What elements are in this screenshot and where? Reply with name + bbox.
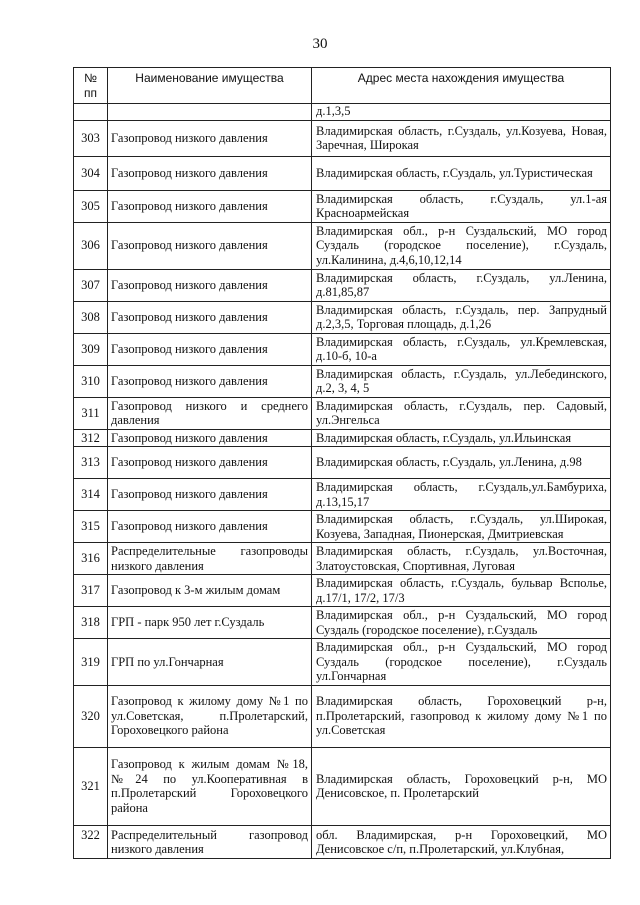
- cell-name: Газопровод низкого давления: [108, 301, 312, 333]
- cell-address: Владимирская область, г.Суздаль, пер. Запрудный д.2,3,5, Торговая площадь, д.1,26: [312, 301, 611, 333]
- cell-address: Владимирская область, г.Суздаль, ул.Козуева, Новая, Заречная, Широкая: [312, 120, 611, 156]
- table-row: [74, 639, 611, 686]
- table-row: [74, 543, 611, 575]
- cell-address: Владимирская область, г.Суздаль, ул.Лебединского, д.2, 3, 4, 5: [312, 365, 611, 397]
- table-header-row: [74, 68, 611, 104]
- cell-address: Владимирская область, г.Суздаль,ул.Бамбуриха, д.13,15,17: [312, 479, 611, 511]
- cell-address: Владимирская область, Гороховецкий р-н, п.Пролетарский, газопровод к жилому дому №1 по ул.Советская: [312, 685, 611, 747]
- table-row: [74, 747, 611, 825]
- cell-address: Владимирская область, Гороховецкий р-н, МО Денисовское, п. Пролетарский: [312, 747, 611, 825]
- cell-address: Владимирская область, г.Суздаль, ул.Ленина, д.81,85,87: [312, 269, 611, 301]
- header-num: № пп: [74, 68, 108, 104]
- cell-num: [74, 104, 108, 121]
- cell-num: 315: [74, 511, 108, 543]
- cell-address: Владимирская область, г.Суздаль, бульвар Всполье, д.17/1, 17/2, 17/3: [312, 575, 611, 607]
- cell-num: 303: [74, 120, 108, 156]
- cell-address: Владимирская область, г.Суздаль, ул.1-ая Красноармейская: [312, 190, 611, 222]
- table-row: [74, 607, 611, 639]
- cell-num: 305: [74, 190, 108, 222]
- table-row: [74, 447, 611, 479]
- cell-name: Газопровод низкого давления: [108, 333, 312, 365]
- table-row: [74, 301, 611, 333]
- table-row: [74, 269, 611, 301]
- cell-address: Владимирская обл., р-н Суздальский, МО город Суздаль (городское поселение), г.Суздаль, ул.Калинина, д.4,6,10,12,14: [312, 222, 611, 269]
- table-row-continuation: [74, 104, 611, 121]
- cell-num: 308: [74, 301, 108, 333]
- cell-num: 316: [74, 543, 108, 575]
- cell-address: Владимирская область, г.Суздаль, ул.Широкая, Козуева, Западная, Пионерская, Дмитриевская: [312, 511, 611, 543]
- cell-name: Газопровод низкого давления: [108, 156, 312, 190]
- cell-name: Газопровод к жилому дому №1 по ул.Советская, п.Пролетарский, Гороховецкого района: [108, 685, 312, 747]
- cell-num: 304: [74, 156, 108, 190]
- cell-name: [108, 104, 312, 121]
- cell-name: Газопровод низкого давления: [108, 447, 312, 479]
- cell-address: Владимирская область, г.Суздаль, ул.Ленина, д.98: [312, 447, 611, 479]
- cell-num: 318: [74, 607, 108, 639]
- cell-num: 320: [74, 685, 108, 747]
- cell-name: Газопровод низкого давления: [108, 222, 312, 269]
- cell-address: Владимирская обл., р-н Суздальский, МО город Суздаль (городское поселение), г.Суздаль: [312, 607, 611, 639]
- cell-address: Владимирская область, г.Суздаль, пер. Садовый, ул.Энгельса: [312, 397, 611, 429]
- table-row: [74, 397, 611, 429]
- page-number: 30: [312, 36, 328, 52]
- cell-name: ГРП - парк 950 лет г.Суздаль: [108, 607, 312, 639]
- cell-name: Газопровод низкого давления: [108, 479, 312, 511]
- table-row: [74, 120, 611, 156]
- cell-name: Распределительные газопроводы низкого давления: [108, 543, 312, 575]
- cell-name: Распределительный газопровод низкого давления: [108, 825, 312, 858]
- cell-name: Газопровод низкого давления: [108, 190, 312, 222]
- cell-num: 321: [74, 747, 108, 825]
- cell-num: 317: [74, 575, 108, 607]
- cell-name: Газопровод низкого давления: [108, 365, 312, 397]
- cell-num: 322: [74, 825, 108, 858]
- table-row: [74, 429, 611, 447]
- cell-num: 309: [74, 333, 108, 365]
- cell-address: Владимирская область, г.Суздаль, ул.Кремлевская, д.10-б, 10-а: [312, 333, 611, 365]
- cell-name: Газопровод к жилым домам №18, №24 по ул.Кооперативная в п.Пролетарский Гороховецкого района: [108, 747, 312, 825]
- cell-address: Владимирская область, г.Суздаль, ул.Восточная, Златоустовская, Спортивная, Луговая: [312, 543, 611, 575]
- cell-num: 312: [74, 429, 108, 447]
- table-row: [74, 365, 611, 397]
- cell-address: обл. Владимирская, р-н Гороховецкий, МО Денисовское с/п, п.Пролетарский, ул.Клубная,: [312, 825, 611, 858]
- cell-name: Газопровод к 3-м жилым домам: [108, 575, 312, 607]
- header-name: Наименование имущества: [108, 68, 312, 104]
- cell-address: д.1,3,5: [312, 104, 611, 121]
- table-row: [74, 222, 611, 269]
- cell-num: 319: [74, 639, 108, 686]
- table-row: [74, 575, 611, 607]
- cell-name: Газопровод низкого давления: [108, 511, 312, 543]
- table-row: [74, 333, 611, 365]
- cell-num: 314: [74, 479, 108, 511]
- cell-name: ГРП по ул.Гончарная: [108, 639, 312, 686]
- table-row: [74, 479, 611, 511]
- cell-num: 311: [74, 397, 108, 429]
- cell-num: 307: [74, 269, 108, 301]
- table-row: [74, 685, 611, 747]
- table-row: [74, 825, 611, 858]
- table-row: [74, 511, 611, 543]
- cell-num: 310: [74, 365, 108, 397]
- cell-name: Газопровод низкого давления: [108, 120, 312, 156]
- cell-name: Газопровод низкого давления: [108, 429, 312, 447]
- cell-name: Газопровод низкого и среднего давления: [108, 397, 312, 429]
- cell-num: 306: [74, 222, 108, 269]
- cell-num: 313: [74, 447, 108, 479]
- property-table: [73, 67, 611, 859]
- cell-name: Газопровод низкого давления: [108, 269, 312, 301]
- cell-address: Владимирская область, г.Суздаль, ул.Ильинская: [312, 429, 611, 447]
- cell-address: Владимирская область, г.Суздаль, ул.Туристическая: [312, 156, 611, 190]
- header-address: Адрес места нахождения имущества: [312, 68, 611, 104]
- cell-address: Владимирская обл., р-н Суздальский, МО город Суздаль (городское поселение), г.Суздаль ул.Гончарная: [312, 639, 611, 686]
- table-row: [74, 190, 611, 222]
- table-row: [74, 156, 611, 190]
